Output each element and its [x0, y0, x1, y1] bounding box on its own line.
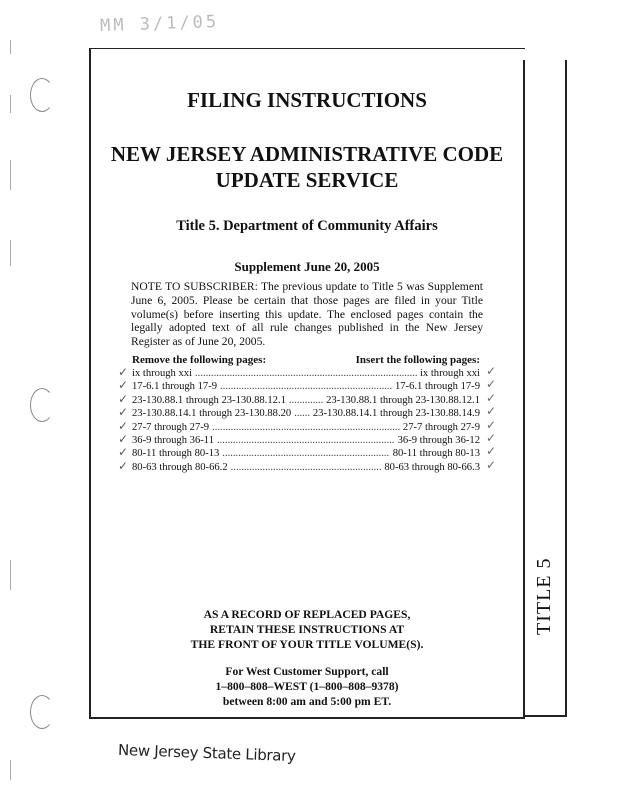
remove-pages: ix through xxi [132, 368, 193, 379]
table-row [118, 364, 496, 380]
customer-support [90, 664, 524, 709]
support-hours: between 8:00 am and 5:00 pm ET. [222, 695, 392, 708]
table-row [118, 377, 496, 393]
margin-mark [10, 40, 11, 54]
record-instructions [90, 607, 524, 652]
dot-leader [222, 447, 389, 460]
insert-pages: 80-63 through 80-66.3 [384, 461, 480, 473]
check-mark-icon: ✓ [118, 405, 129, 420]
code-title [90, 141, 524, 193]
remove-header: Remove the following pages: [132, 354, 267, 366]
check-mark-icon: ✓ [485, 444, 496, 459]
library-stamp: New Jersey State Library [117, 740, 296, 766]
title-tab [523, 60, 567, 717]
page-title: FILING INSTRUCTIONS [187, 88, 427, 112]
dot-leader [294, 407, 310, 420]
remove-pages: 80-63 through 80-66.2 [132, 461, 228, 473]
title-subtitle: Title 5. Department of Community Affairs [176, 218, 438, 234]
check-mark-icon: ✓ [485, 377, 496, 392]
margin-mark [10, 95, 11, 113]
check-mark-icon: ✓ [118, 365, 129, 379]
dot-leader [212, 421, 400, 434]
check-mark-icon: ✓ [118, 391, 129, 406]
insert-pages: 36-9 through 36-12 [397, 435, 480, 447]
pages-table-header [118, 354, 480, 366]
remove-pages: 17-6.1 through 17-9 [132, 381, 218, 393]
handwritten-note: MM 3/1/05 [99, 11, 220, 37]
remove-pages: 27-7 through 27-9 [132, 421, 210, 433]
check-mark-icon: ✓ [118, 418, 129, 433]
check-mark-icon: ✓ [118, 458, 129, 473]
table-row [118, 444, 496, 460]
dot-leader [289, 394, 323, 407]
insert-pages: 23-130.88.1 through 23-130.88.12.1 [326, 394, 480, 406]
table-row [118, 417, 496, 434]
margin-mark [10, 160, 11, 190]
check-mark-icon: ✓ [118, 432, 129, 447]
insert-pages: 27-7 through 27-9 [402, 421, 480, 433]
margin-mark [10, 560, 11, 590]
remove-pages: 80-11 through 80-13 [132, 448, 220, 460]
check-mark-icon: ✓ [485, 457, 496, 472]
check-mark-icon: ✓ [485, 364, 496, 378]
punch-hole-middle [30, 388, 54, 422]
record-line: THE FRONT OF YOUR TITLE VOLUME(S). [190, 638, 424, 651]
record-line: RETAIN THESE INSTRUCTIONS AT [209, 623, 405, 636]
record-line: AS A RECORD OF REPLACED PAGES, [203, 608, 411, 621]
dot-leader [195, 367, 417, 380]
insert-pages: ix through xxi [419, 368, 480, 379]
insert-header: Insert the following pages: [355, 354, 480, 366]
check-mark-icon: ✓ [485, 431, 496, 446]
remove-pages: 23-130.88.14.1 through 23-130.88.20 [132, 408, 292, 420]
table-row [118, 457, 496, 474]
subscriber-note: NOTE TO SUBSCRIBER: The previous update to Title 5 was Supplement June 6, 2005. Please be certain that those pages are filed in your Title volume(s) before inserting this update. The enclosed pages contain the legally adopted text of all rule changes published in the New Jersey Register as of June 20, 2005. [131, 280, 483, 349]
insert-pages: 80-11 through 80-13 [392, 448, 480, 460]
table-row [118, 404, 496, 420]
check-mark-icon: ✓ [118, 378, 129, 393]
check-mark-icon: ✓ [118, 445, 129, 460]
check-mark-icon: ✓ [485, 390, 496, 405]
remove-pages: 36-9 through 36-11 [132, 435, 214, 447]
insert-pages: 17-6.1 through 17-9 [394, 381, 480, 393]
pages-table [118, 354, 496, 474]
code-title-line: UPDATE SERVICE [215, 168, 399, 192]
margin-mark [10, 240, 11, 266]
supplement-date: Supplement June 20, 2005 [234, 259, 380, 274]
support-phone: 1–800–808–WEST (1–800–808–9378) [215, 680, 399, 693]
punch-hole-top [30, 78, 54, 112]
tab-label: TITLE 5 [533, 557, 555, 635]
code-title-line: NEW JERSEY ADMINISTRATIVE CODE [110, 142, 504, 166]
dot-leader [217, 434, 395, 447]
table-row [118, 390, 496, 407]
check-mark-icon: ✓ [485, 404, 496, 419]
dot-leader [220, 380, 392, 393]
remove-pages: 23-130.88.1 through 23-130.88.12.1 [132, 394, 286, 406]
support-line: For West Customer Support, call [225, 665, 389, 678]
table-row [118, 431, 496, 447]
dot-leader [231, 461, 382, 474]
margin-mark [10, 760, 11, 780]
insert-pages: 23-130.88.14.1 through 23-130.88.14.9 [312, 408, 480, 420]
punch-hole-bottom [30, 695, 54, 729]
check-mark-icon: ✓ [485, 417, 496, 432]
